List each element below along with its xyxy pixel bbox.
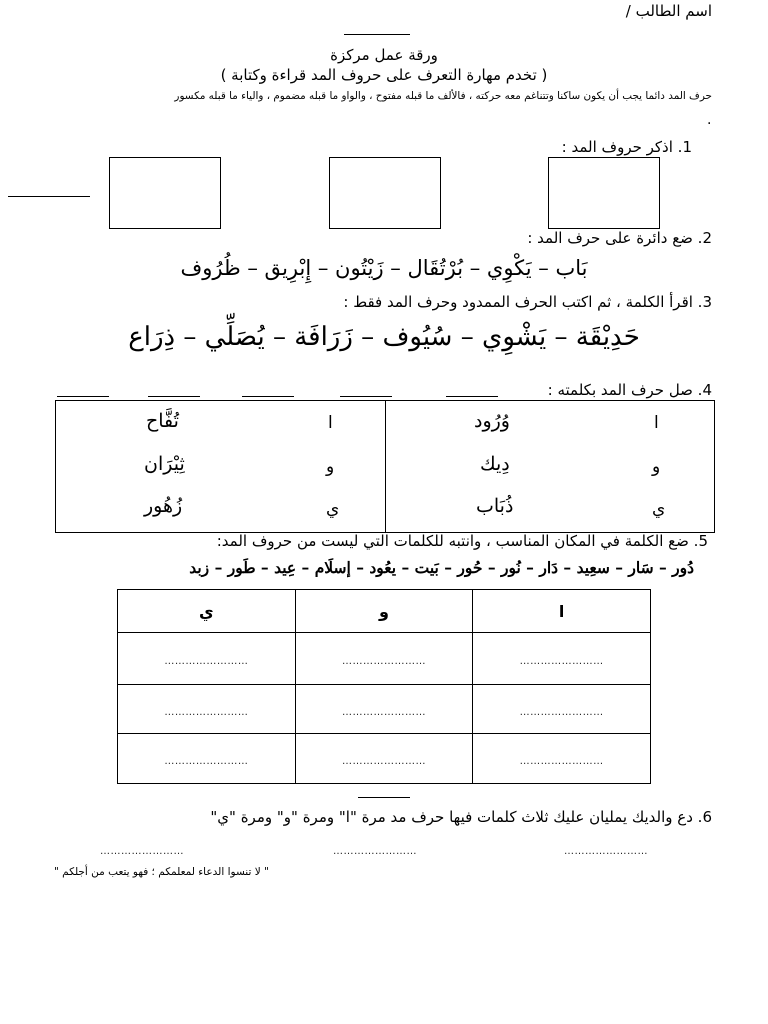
answer-cell[interactable]: …………………… bbox=[295, 633, 473, 685]
section-rule bbox=[358, 797, 410, 798]
matching-table bbox=[55, 400, 715, 533]
rule-text: حرف المد دائما يجب أن يكون ساكنا وتتناغم معه حركته ، فالألف ما قبله مفتوح ، والواو ما قبله مضموم ، والياء ما قبله مكسور bbox=[174, 90, 712, 102]
match-word[interactable]: زُهُور bbox=[144, 495, 183, 517]
column-header-ya: ي bbox=[118, 590, 296, 633]
answer-cell[interactable]: …………………… bbox=[118, 734, 296, 784]
q4-answer-line[interactable] bbox=[340, 396, 392, 397]
answer-cell[interactable]: …………………… bbox=[118, 633, 296, 685]
answer-cell[interactable]: …………………… bbox=[118, 685, 296, 734]
worksheet-subtitle: ( تخدم مهارة التعرف على حروف المد قراءة وكتابة ) bbox=[220, 66, 548, 84]
match-letter[interactable]: و bbox=[652, 457, 661, 477]
answer-cell[interactable]: …………………… bbox=[295, 734, 473, 784]
column-header-waw: و bbox=[295, 590, 473, 633]
q2-word-list: بَاب – يَكْوِي – بُرْتُقَال – زَيْتُون – إِبْرِيق – ظُرُوف bbox=[180, 256, 588, 280]
column-header-alef: ا bbox=[473, 590, 651, 633]
student-name-label: اسم الطالب / bbox=[625, 2, 712, 20]
answer-cell[interactable]: …………………… bbox=[473, 633, 651, 685]
match-word[interactable]: وُرُود bbox=[474, 410, 510, 432]
match-word[interactable]: ثِيْرَان bbox=[144, 453, 185, 475]
answer-cell[interactable]: …………………… bbox=[295, 685, 473, 734]
answer-cell[interactable]: …………………… bbox=[473, 685, 651, 734]
q6-blank[interactable]: …………………… bbox=[333, 846, 417, 857]
q4-answer-line[interactable] bbox=[242, 396, 294, 397]
footer-note: " لا تنسوا الدعاء لمعلمكم ؛ فهو يتعب من أجلكم " bbox=[54, 866, 269, 878]
worksheet-title: ورقة عمل مركزة bbox=[330, 46, 438, 64]
match-letter[interactable]: ا bbox=[328, 413, 333, 433]
sorting-table bbox=[117, 589, 651, 784]
q6-blank[interactable]: …………………… bbox=[564, 846, 648, 857]
q5-word-list: دُور – سَار – سعِيد – دَار – نُور – حُور – بَيت – يعُود – إسلَام – عِيد – طَور – زبد bbox=[189, 558, 694, 577]
question-6: 6. دع والديك يمليان عليك ثلاث كلمات فيها حرف مد مرة "ا" ومرة "و" ومرة "ي" bbox=[210, 808, 712, 826]
question-3: 3. اقرأ الكلمة ، ثم اكتب الحرف الممدود وحرف المد فقط : bbox=[343, 293, 712, 311]
rule-dot: . bbox=[707, 112, 712, 128]
answer-line[interactable] bbox=[8, 196, 90, 197]
q4-answer-line[interactable] bbox=[148, 396, 200, 397]
match-letter[interactable]: ي bbox=[652, 499, 666, 519]
q4-answer-line[interactable] bbox=[57, 396, 109, 397]
question-1: 1. اذكر حروف المد : bbox=[561, 138, 692, 156]
header-rule bbox=[344, 34, 410, 35]
answer-box-3[interactable] bbox=[109, 157, 221, 229]
match-word[interactable]: ذُبَاب bbox=[476, 495, 514, 517]
q6-blank[interactable]: …………………… bbox=[100, 846, 184, 857]
match-word[interactable]: دِيك bbox=[480, 453, 510, 475]
question-4: 4. صل حرف المد بكلمته : bbox=[547, 381, 712, 399]
q4-answer-line[interactable] bbox=[446, 396, 498, 397]
match-letter[interactable]: و bbox=[326, 457, 335, 477]
question-2: 2. ضع دائرة على حرف المد : bbox=[527, 229, 712, 247]
match-letter[interactable]: ي bbox=[326, 499, 340, 519]
answer-box-2[interactable] bbox=[329, 157, 441, 229]
answer-cell[interactable]: …………………… bbox=[473, 734, 651, 784]
match-letter[interactable]: ا bbox=[654, 413, 659, 433]
question-5: 5. ضع الكلمة في المكان المناسب ، وانتبه للكلمات التي ليست من حروف المد: bbox=[216, 532, 708, 550]
q3-word-list: حَدِيْقَة – يَشْوِي – سُيُوف – زَرَافَة – يُصَلِّي – ذِرَاع bbox=[128, 322, 640, 352]
matching-divider bbox=[385, 401, 386, 532]
match-word[interactable]: تُفَّاح bbox=[146, 410, 179, 432]
answer-box-1[interactable] bbox=[548, 157, 660, 229]
